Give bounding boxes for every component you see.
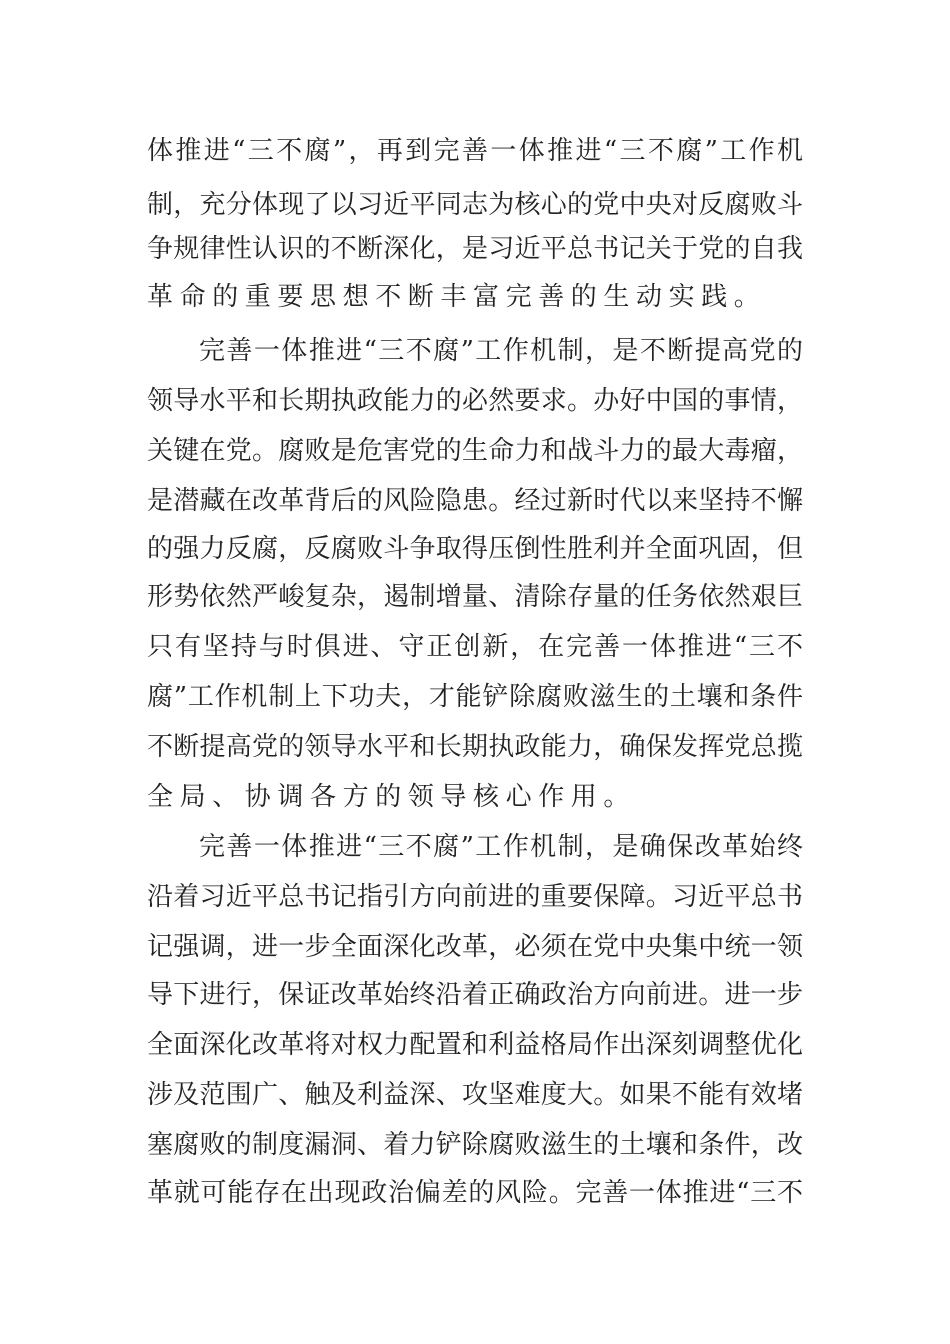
text-line: 革命的重要思想不断丰富完善的生动实践。 [147, 282, 767, 312]
text-line: 关键在党。腐败是危害党的生命力和战斗力的最大毒瘤， [147, 436, 803, 466]
text-line: 只有坚持与时俱进、守正创新，在完善一体推进“三不 [147, 632, 803, 662]
paragraph-first-line: 完善一体推进“三不腐”工作机制，是确保改革始终 [199, 832, 803, 862]
text-line: 革就可能存在出现政治偏差的风险。完善一体推进“三不 [147, 1178, 803, 1208]
text-line: 领导水平和长期执政能力的必然要求。办好中国的事情， [147, 386, 803, 416]
text-line: 全局、协调各方的领导核心作用。 [147, 782, 637, 812]
text-line: 导下进行，保证改革始终沿着正确政治方向前进。进一步 [147, 980, 803, 1010]
paragraph-first-line: 完善一体推进“三不腐”工作机制，是不断提高党的 [199, 336, 803, 366]
text-line: 塞腐败的制度漏洞、着力铲除腐败滋生的土壤和条件，改 [147, 1130, 803, 1160]
text-line: 记强调，进一步全面深化改革，必须在党中央集中统一领 [147, 932, 803, 962]
text-line: 形势依然严峻复杂，遏制增量、清除存量的任务依然艰巨 [147, 582, 803, 612]
text-line: 体推进“三不腐”，再到完善一体推进“三不腐”工作机 [147, 136, 803, 166]
text-line: 全面深化改革将对权力配置和利益格局作出深刻调整优化 [147, 1030, 803, 1060]
text-line: 是潜藏在改革背后的风险隐患。经过新时代以来坚持不懈 [147, 486, 803, 516]
text-line: 的强力反腐，反腐败斗争取得压倒性胜利并全面巩固，但 [147, 534, 803, 564]
text-line: 沿着习近平总书记指引方向前进的重要保障。习近平总书 [147, 882, 803, 912]
text-line: 不断提高党的领导水平和长期执政能力，确保发挥党总揽 [147, 732, 803, 762]
text-line: 涉及范围广、触及利益深、攻坚难度大。如果不能有效堵 [147, 1080, 803, 1110]
text-line: 制，充分体现了以习近平同志为核心的党中央对反腐败斗 [147, 190, 803, 220]
text-line: 争规律性认识的不断深化，是习近平总书记关于党的自我 [147, 234, 803, 264]
text-line: 腐”工作机制上下功夫，才能铲除腐败滋生的土壤和条件 [147, 682, 803, 712]
